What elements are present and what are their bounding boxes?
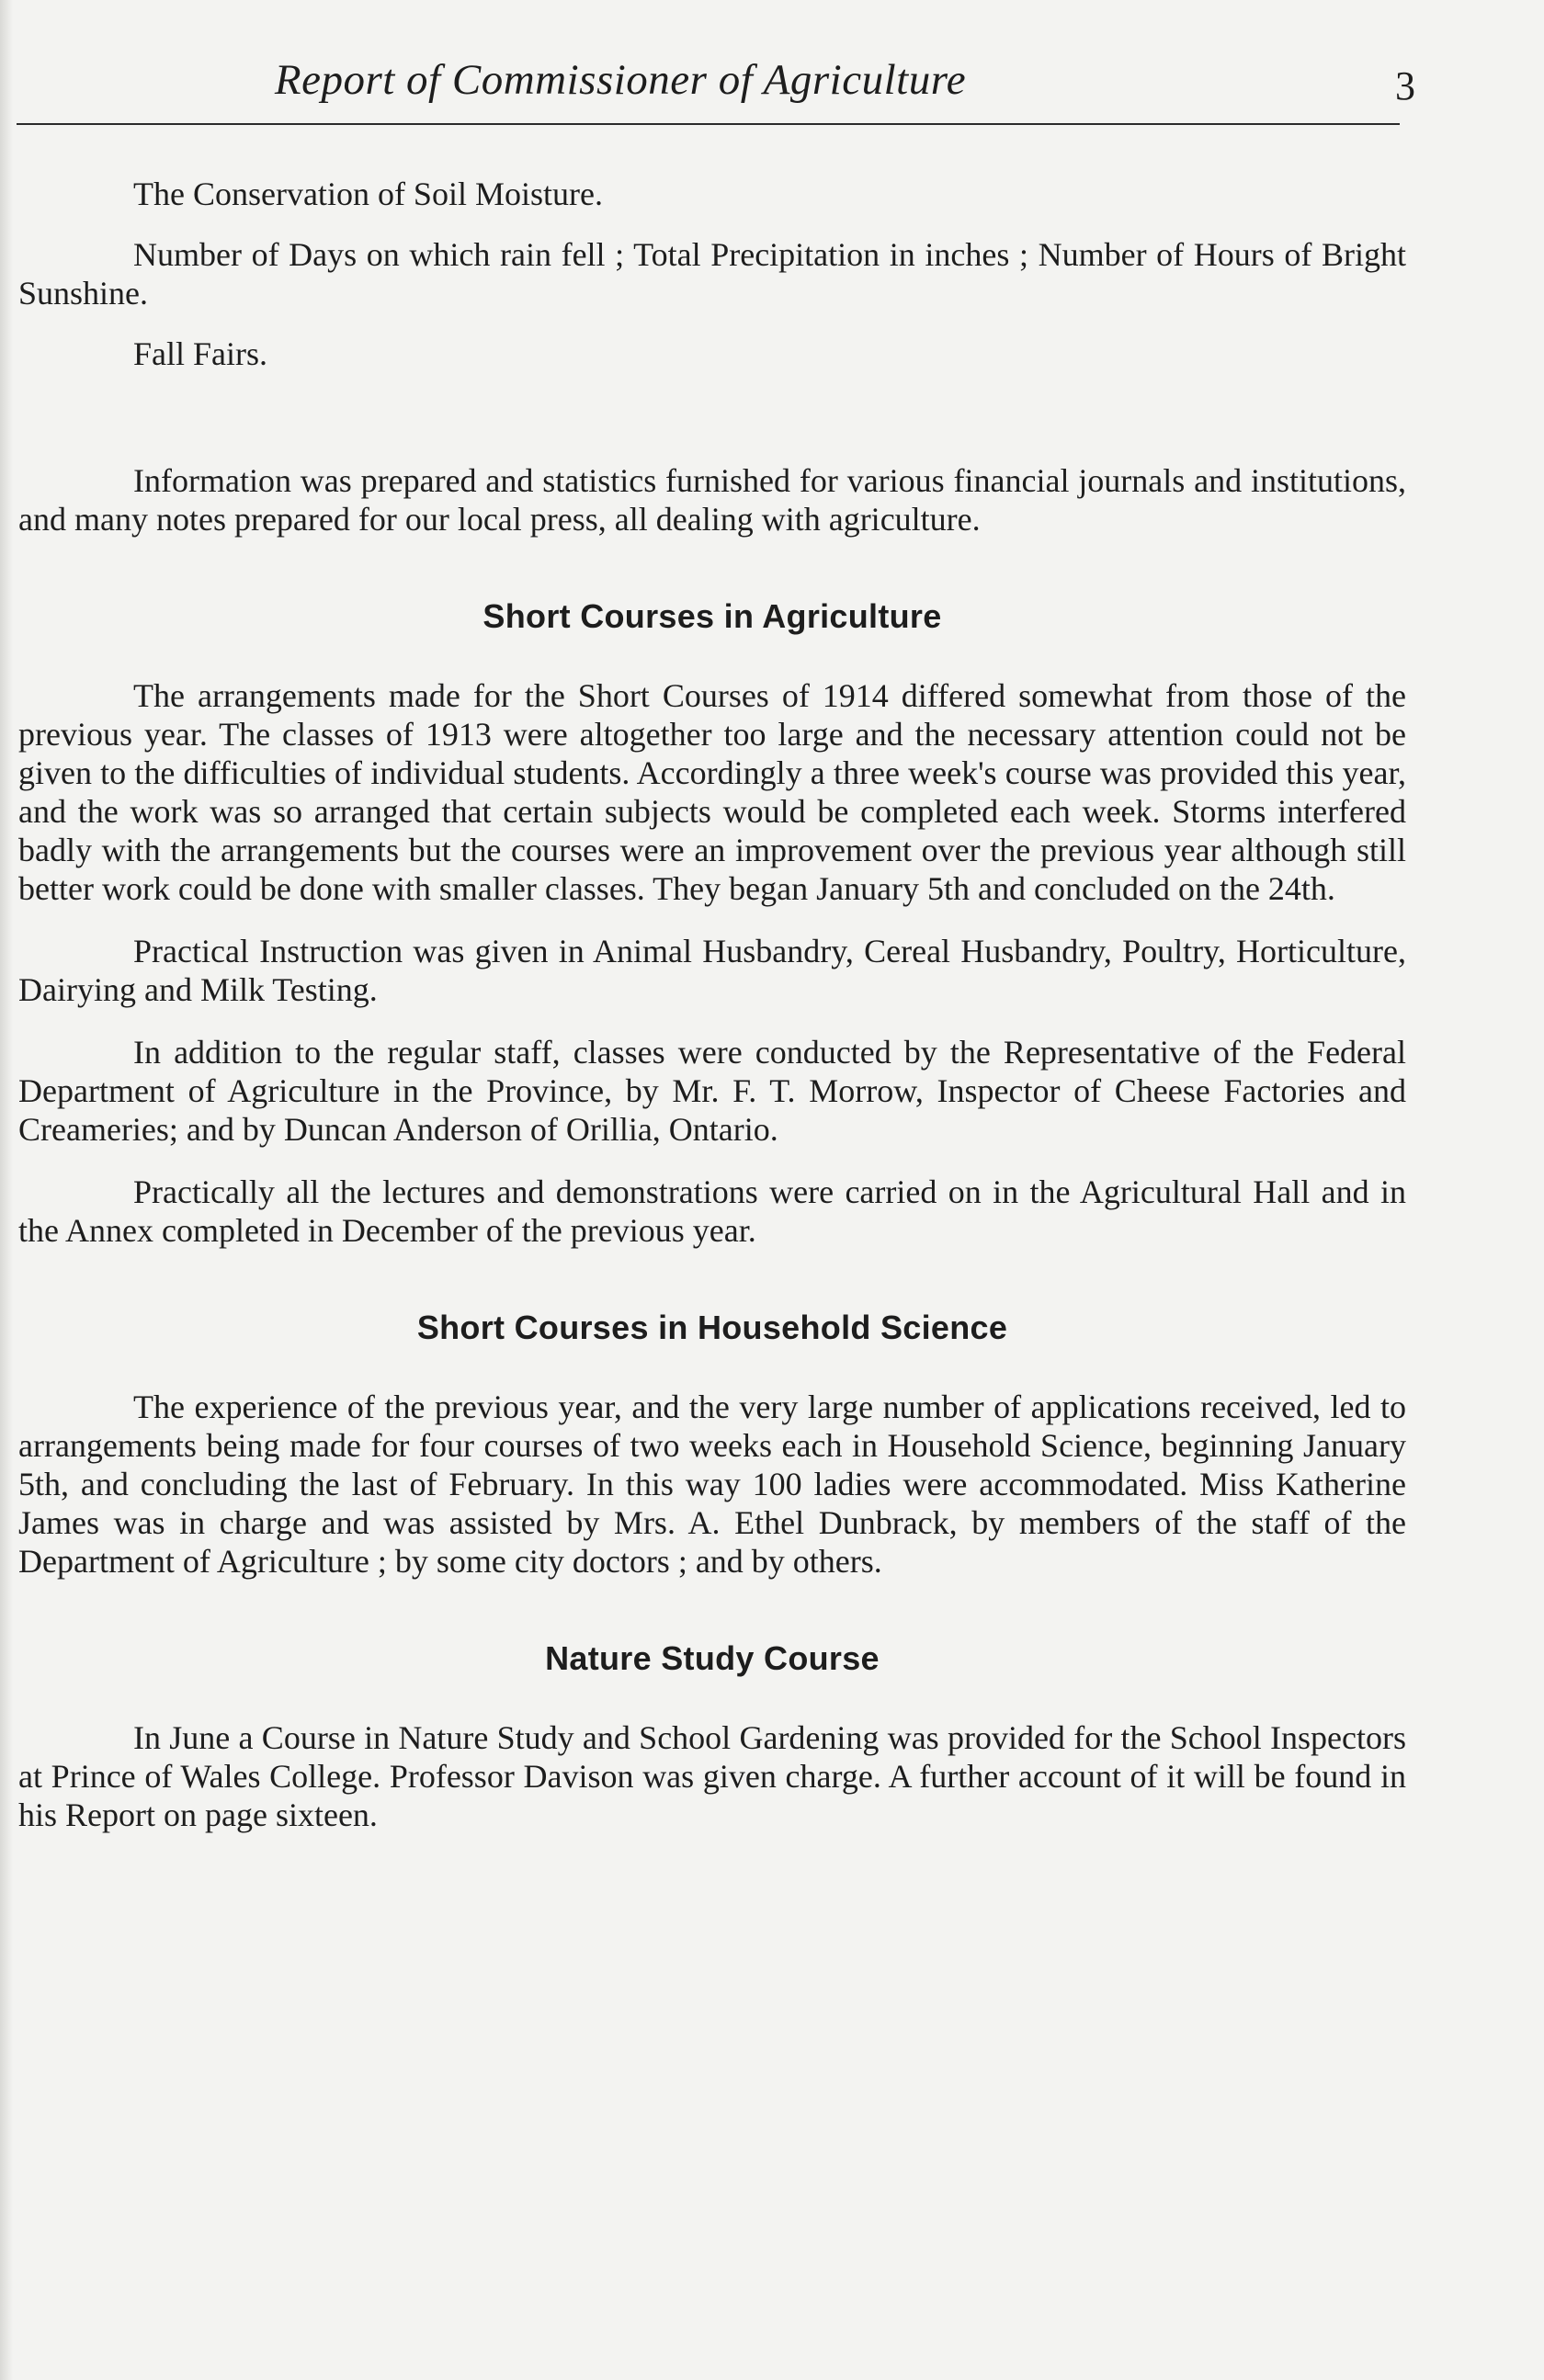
section-paragraph: In June a Course in Nature Study and School Gardening was provided for the School Inspectors at Prince of Wales College. Professor Davison was given charge. A further account of it will be found in his Report on page sixteen. (18, 1719, 1406, 1833)
section-heading-agriculture: Short Courses in Agriculture (482, 597, 942, 635)
section-heading-nature-study: Nature Study Course (545, 1639, 880, 1677)
section-paragraph: Practically all the lectures and demonstrations were carried on in the Agricultural Hall and in the Annex completed in December of the previous year. (18, 1173, 1406, 1249)
section-paragraph: Practical Instruction was given in Animal Husbandry, Cereal Husbandry, Poultry, Horticulture, Dairying and Milk Testing. (18, 933, 1406, 1008)
running-title: Report of Commissioner of Agriculture (274, 56, 967, 104)
intro-item: The Conservation of Soil Moisture. (133, 176, 603, 212)
page-content (18, 175, 1406, 1858)
page-number: 3 (1395, 63, 1415, 108)
section-paragraph: The experience of the previous year, and the very large number of applications received, led to arrangements being made for four courses of two weeks each in Household Science, beginning January 5th, and concluding the last of February. In this way 100 ladies were accommodated. Miss Katherine James was in charge and was assisted by Mrs. A. Ethel Dunbrack, by members of the staff of the Department of Agriculture ; by some city doctors ; and by others. (18, 1388, 1406, 1580)
intro-item: Fall Fairs. (133, 335, 268, 372)
section-heading-household-science: Short Courses in Household Science (416, 1309, 1008, 1346)
intro-item: Number of Days on which rain fell ; Total Precipitation in inches ; Number of Hours of Bright Sunshine. (18, 236, 1406, 312)
section-paragraph: In addition to the regular staff, classes were conducted by the Representative of the Federal Department of Agriculture in the Province, by Mr. F. T. Morrow, Inspector of Cheese Factories and Creameries; and by Duncan Anderson of Orillia, Ontario. (18, 1034, 1406, 1148)
section-paragraph: The arrangements made for the Short Courses of 1914 differed somewhat from those of the previous year. The classes of 1913 were altogether too large and the necessary attention could not be given to the difficulties of individual students. Accordingly a three week's course was provided this year, and the work was so arranged that certain subjects would be completed each week. Storms interfered badly with the arrangements but the courses were an improvement over the previous year although still better work could be done with smaller classes. They began January 5th and concluded on the 24th. (18, 677, 1406, 907)
information-paragraph: Information was prepared and statistics furnished for various financial journals and institutions, and many notes prepared for our local press, all dealing with agriculture. (18, 462, 1406, 538)
page-edge-shadow (0, 0, 13, 2380)
header-rule (17, 123, 1400, 125)
page-header (28, 48, 1415, 121)
